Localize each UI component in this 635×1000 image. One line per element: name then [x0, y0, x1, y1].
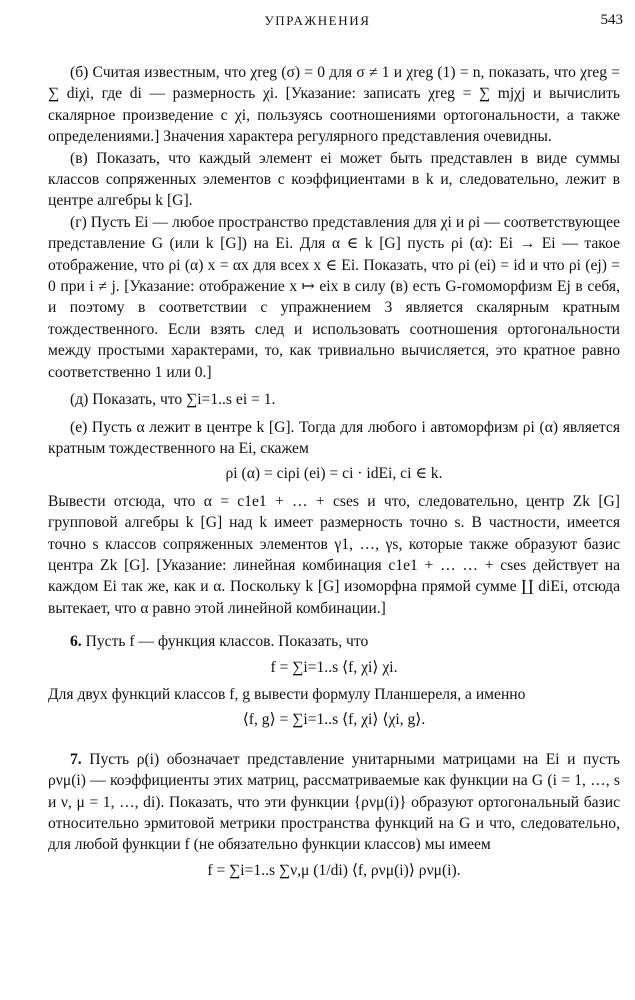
exercise-7-text: Пусть ρ(i) обозначает представление унитарными матрицами на Ei и пусть ρνμ(i) — коэффициенты этих матриц, рассматриваемые как функции на G (i = 1, …, s и ν, μ = 1, …, di). Показать, что эти функции {ρνμ(i)} образуют ортогональный базис относительно эрмитовой метрики пространства функций на G и что, следовательно, для любой функции f (не обязательно функции классов) мы имеем	[48, 750, 620, 854]
page-body	[48, 62, 620, 887]
paragraph-d-text: (д) Показать, что	[70, 391, 183, 409]
formula-f-unitary: f = ∑i=1..s ∑ν,μ (1/di) ⟨f, ρνμ(i)⟩ ρνμ(i).	[207, 861, 461, 879]
paragraph-v: (в) Показать, что каждый элемент ei может быть представлен в виде суммы классов сопряженных элементов с коэффициентами в k и, следовательно, лежит в центре алгебры k [G].	[48, 149, 620, 210]
exercise-7	[48, 749, 620, 856]
formula-f-expansion: f = ∑i=1..s ⟨f, χi⟩ χi.	[270, 658, 398, 676]
paragraph-d	[48, 389, 620, 410]
exercise-6	[48, 631, 620, 652]
formula-plancherel: ⟨f, g⟩ = ∑i=1..s ⟨f, χi⟩ ⟨χi, g⟩.	[242, 711, 426, 729]
exercise-6-text: Пусть f — функция классов. Показать, что	[85, 633, 369, 651]
formula-sum-e: ∑i=1..s ei = 1.	[186, 391, 276, 409]
page-number: 543	[600, 12, 623, 28]
formula-rho-alpha: ρi (α) = ciρi (ei) = ci · idEi, ci ∈ k.	[225, 465, 443, 483]
exercise-7-number: 7.	[70, 750, 82, 768]
running-header	[0, 10, 635, 30]
paragraph-g: (г) Пусть Ei — любое пространство представления для χi и ρi — соответствующее представление G (или k [G]) на Ei. Для α ∈ k [G] пусть ρi (α): Ei → Ei — такое отображение, что ρi (α) x = αx для всех x ∈ Ei. Показать, что ρi (ei) = id и что ρi (ej) = 0 при i ≠ j. [Указание: отображение x ↦ eix в силу (в) есть G-гомоморфизм Ej в себя, и поэтому в соответствии с упражнением 3 является скалярным кратным тождественного. Если взять след и использовать соотношения ортогональности между простыми характерами, то, как тривиально вычисляется, это кратное равно соответственно 1 или 0.]	[48, 213, 620, 381]
paragraph-b: (б) Считая известным, что χreg (σ) = 0 для σ ≠ 1 и χreg (1) = n, показать, что χreg = ∑ diχi, где di — размерность χi. [Указание: записать χreg = ∑ mjχj и вычислить скалярное произведение с χi, пользуясь соотношениями ортогональности, а также определениями.] Значения характера регулярного представления очевидны.	[48, 64, 620, 146]
paragraph-e: (е) Пусть α лежит в центре k [G]. Тогда для любого i автоморфизм ρi (α) является кратным тождественного на Ei, скажем	[48, 418, 620, 457]
exercise-6-number: 6.	[70, 633, 82, 651]
paragraph-e-continued: Вывести отсюда, что α = c1e1 + … + cses и что, следовательно, центр Zk [G] групповой алгебры k [G] над k имеет размерность точно s. В частности, имеется точно s классов сопряженных элементов γ1, …, γs, которые также образуют базис центра Zk [G]. [Указание: линейная комбинация c1e1 + … … + cses действует на каждом Ei так же, как и α. Поскольку k [G] изоморфна прямой сумме ∐ diEi, отсюда вытекает, что α равно этой линейной комбинации.]	[48, 492, 620, 617]
exercise-6-continued: Для двух функций классов f, g вывести формулу Планшереля, а именно	[48, 685, 526, 703]
running-head-title: УПРАЖНЕНИЯ	[264, 13, 371, 28]
